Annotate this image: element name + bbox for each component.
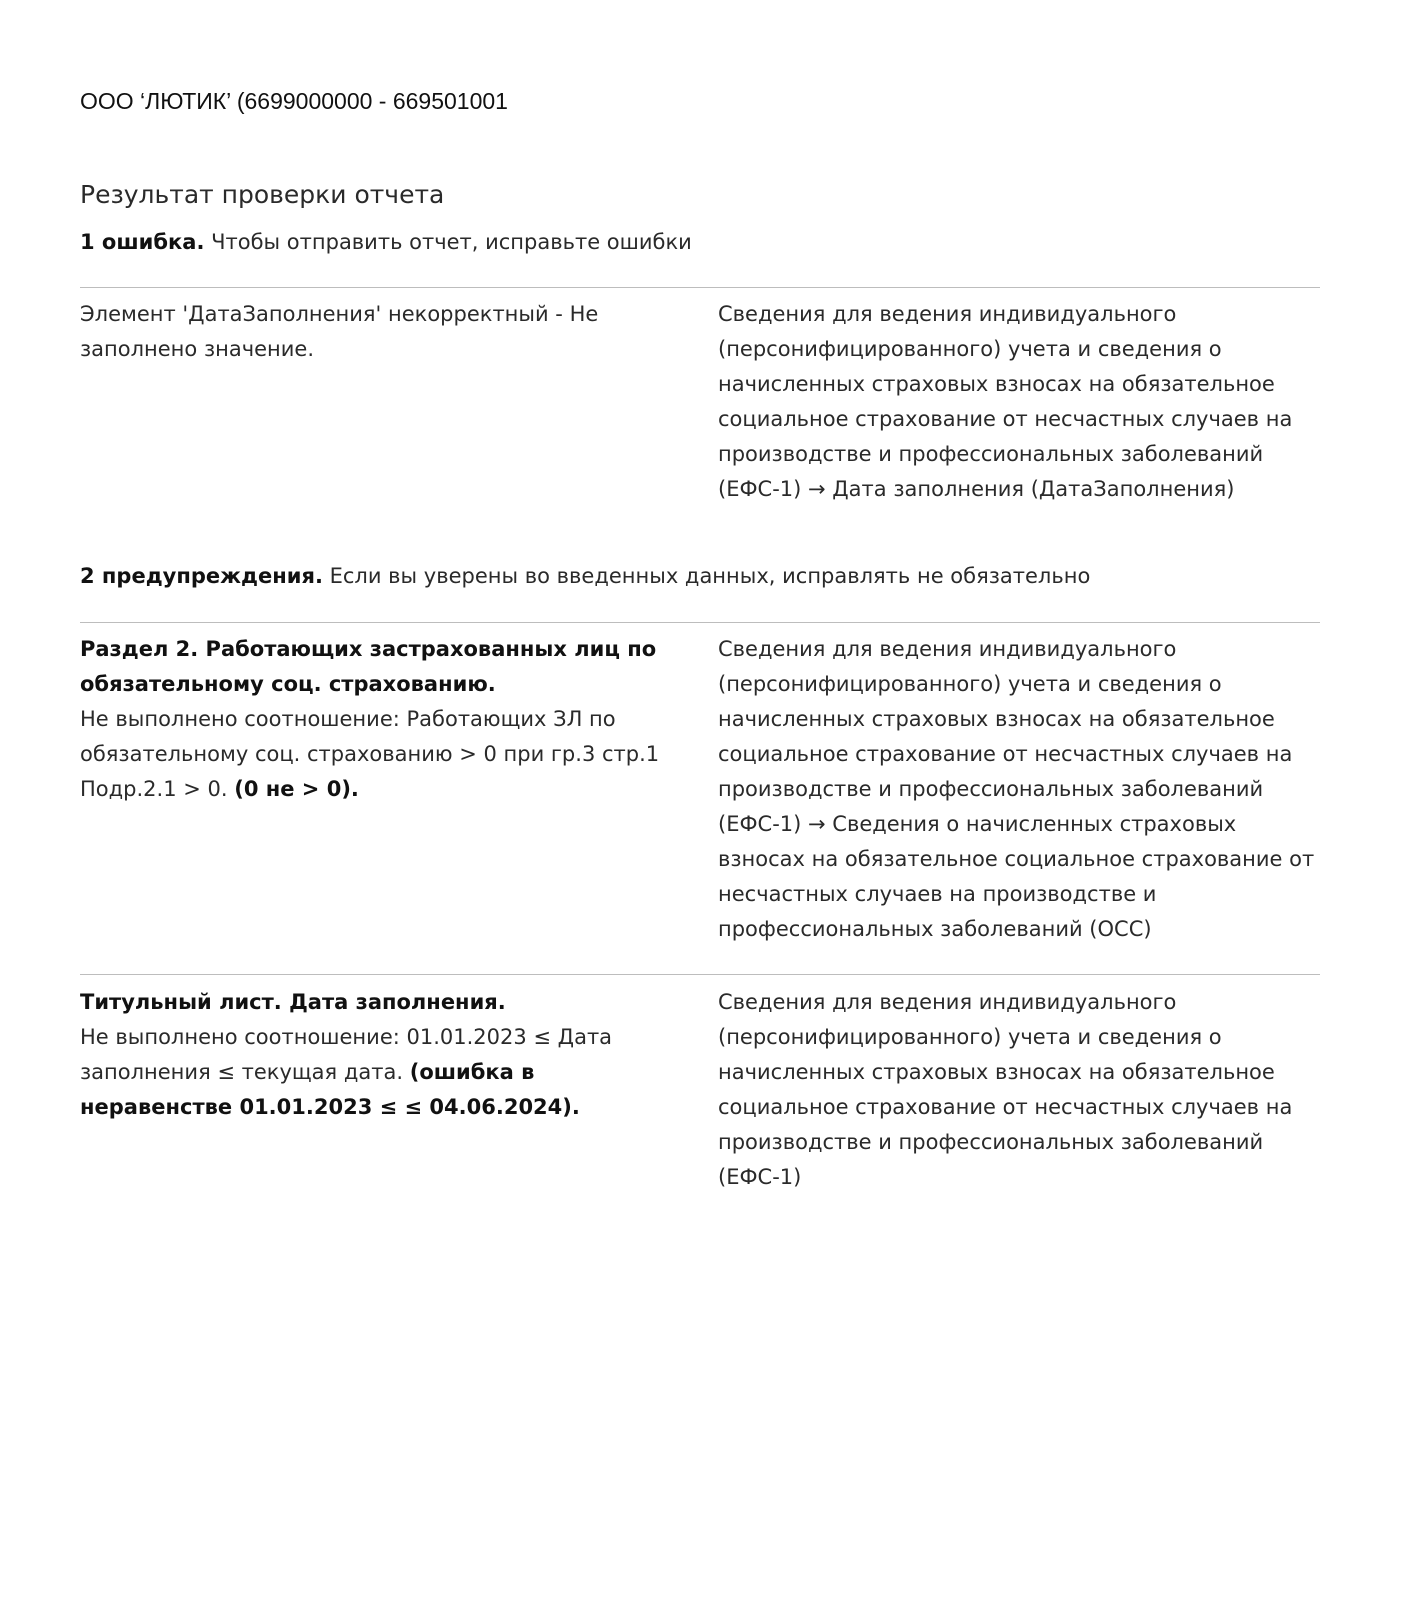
warning-heading: Титульный лист. Дата заполнения. <box>80 990 506 1014</box>
warnings-hint: Если вы уверены во введенных данных, исправлять не обязательно <box>322 564 1091 588</box>
warning-item-left <box>80 632 680 807</box>
warning-message: Не выполнено соотношение: 01.01.2023 ≤ Дата заполнения ≤ текущая дата. <box>80 1025 613 1084</box>
errors-count: 1 ошибка. <box>80 230 205 254</box>
organization-header: ООО ‘ЛЮТИК’ (6699000000 - 669501001 <box>80 88 508 114</box>
errors-hint: Чтобы отправить отчет, исправьте ошибки <box>204 230 692 254</box>
warning-message-block <box>80 702 680 807</box>
warning-detail: (ошибка в неравенстве 01.01.2023 ≤ ≤ 04.06.2024). <box>80 1060 580 1119</box>
warning-item-left <box>80 985 680 1125</box>
warning-message-block <box>80 1020 680 1125</box>
page-title: Результат проверки отчета <box>80 180 445 209</box>
warning-location: Сведения для ведения индивидуального (персонифицированного) учета и сведения о начисленных страховых взносах на обязательное социальное страхование от несчастных случаев на производстве и профессиональных заболеваний (ЕФС-1) <box>718 990 1293 1189</box>
error-message: Элемент 'ДатаЗаполнения' некорректный - Не заполнено значение. <box>80 302 599 361</box>
warning-detail: (0 не > 0). <box>234 777 359 801</box>
divider <box>80 287 1320 288</box>
warnings-count: 2 предупреждения. <box>80 564 323 588</box>
warnings-summary <box>80 564 1090 588</box>
divider <box>80 622 1320 623</box>
errors-summary <box>80 230 692 254</box>
divider <box>80 974 1320 975</box>
warning-location: Сведения для ведения индивидуального (персонифицированного) учета и сведения о начисленных страховых взносах на обязательное социальное страхование от несчастных случаев на производстве и профессиональных заболеваний (ЕФС-1) → Сведения о начисленных страховых взносах на обязательное социальное страхование от несчастных случаев на производстве и профессиональных заболеваний (ОСС) <box>718 637 1315 941</box>
warning-heading: Раздел 2. Работающих застрахованных лиц по обязательному соц. страхованию. <box>80 637 657 696</box>
warning-message: Не выполнено соотношение: Работающих ЗЛ по обязательному соц. страхованию > 0 при гр.3 стр.1 Подр.2.1 > 0. <box>80 707 660 801</box>
error-location: Сведения для ведения индивидуального (персонифицированного) учета и сведения о начисленных страховых взносах на обязательное социальное страхование от несчастных случаев на производстве и профессиональных заболеваний (ЕФС-1) → Дата заполнения (ДатаЗаполнения) <box>718 302 1293 501</box>
